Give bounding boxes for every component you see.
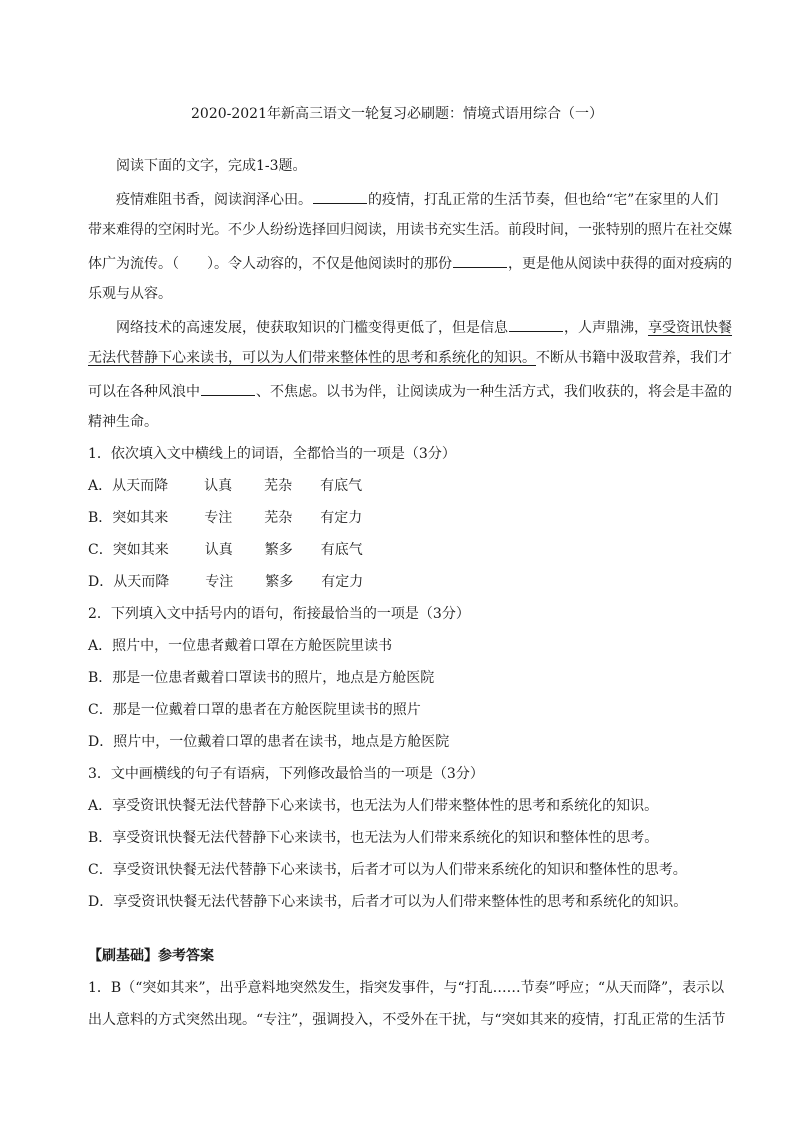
passage-line — [116, 188, 719, 210]
question-1-stem: 1．依次填入文中横线上的词语，全都恰当的一项是（3分） — [88, 446, 456, 462]
question-2-stem: 2．下列填入文中括号内的语句，衔接最恰当的一项是（3分） — [88, 606, 470, 622]
passage-text: 的疫情，打乱正常的生活节奏，但也给“宅”在家里的人们 — [368, 192, 719, 208]
passage-line — [116, 316, 732, 338]
passage-line: 乐观与从容。 — [88, 286, 172, 302]
passage-text: 体广为流传。（ ）。令人动容的，不仅是他阅读时的那份 — [88, 256, 452, 272]
passage-line — [88, 348, 732, 368]
passage-line: 带来难得的空闲时光。不少人纷纷选择回归阅读，用读书充实生活。前段时间，一张特别的照片在社交媒 — [88, 222, 732, 238]
passage-line — [88, 252, 732, 274]
q1-option-c: C．突如其来 认真 繁多 有底气 — [88, 542, 363, 558]
passage-text: 可以在各种风浪中 — [88, 384, 200, 400]
answer-line: 1．B（“突如其来”，出乎意料地突然发生，指突发事件，与“打乱……节奏”呼应；“从天而降”，表示以 — [88, 980, 725, 996]
q1-option-b: B．突如其来 专注 芜杂 有定力 — [88, 510, 363, 526]
passage-text: 疫情难阻书香，阅读润泽心田。 — [116, 192, 312, 208]
passage-text: 、不焦虑。以书为伴，让阅读成为一种生活方式，我们收获的，将会是丰盈的 — [256, 384, 732, 400]
reading-instruction: 阅读下面的文字，完成1-3题。 — [116, 158, 307, 174]
q3-option-c: C．享受资讯快餐无法代替静下心来读书，后者才可以为人们带来系统化的知识和整体性的思考。 — [88, 862, 687, 878]
q3-option-d: D．享受资讯快餐无法代替静下心来读书，后者才可以为人们带来整体性的思考和系统化的知识。 — [88, 894, 688, 910]
question-3-stem: 3．文中画横线的句子有语病，下列修改最恰当的一项是（3分） — [88, 766, 484, 782]
passage-text: 网络技术的高速发展，使获取知识的门槛变得更低了，但是信息 — [116, 320, 508, 336]
passage-text: ，人声鼎沸， — [564, 320, 648, 336]
underlined-sentence: 享受资讯快餐 — [648, 320, 732, 336]
q2-option-d: D．照片中，一位戴着口罩的患者在读书，地点是方舱医院 — [88, 734, 450, 750]
q1-option-a: A．从天而降 认真 芜杂 有底气 — [88, 478, 363, 494]
q2-option-b: B．那是一位患者戴着口罩读书的照片，地点是方舱医院 — [88, 670, 435, 686]
fill-blank-1 — [313, 188, 367, 204]
passage-text: 不断从书籍中汲取营养，我们才 — [536, 350, 732, 366]
passage-line — [88, 380, 732, 402]
underlined-sentence: 无法代替静下心来读书，可以为人们带来整体性的思考和系统化的知识。 — [88, 350, 536, 366]
fill-blank-4 — [201, 380, 255, 396]
passage-line: 精神生命。 — [88, 414, 158, 430]
passage-text: ，更是他从阅读中获得的面对疫病的 — [508, 256, 732, 272]
answer-heading: 【刷基础】参考答案 — [88, 948, 214, 964]
q2-option-a: A．照片中，一位患者戴着口罩在方舱医院里读书 — [88, 638, 393, 654]
answer-line: 出人意料的方式突然出现。“专注”，强调投入，不受外在干扰，与“突如其来的疫情，打乱正常的生活节 — [88, 1012, 726, 1028]
q3-option-b: B．享受资讯快餐无法代替静下心来读书，也无法为人们带来系统化的知识和整体性的思考。 — [88, 830, 659, 846]
q3-option-a: A．享受资讯快餐无法代替静下心来读书，也无法为人们带来整体性的思考和系统化的知识。 — [88, 798, 659, 814]
q1-option-d: D．从天而降 专注 繁多 有定力 — [88, 574, 364, 590]
document-title: 2020-2021年新高三语文一轮复习必刷题：情境式语用综合（一） — [191, 106, 603, 122]
q2-option-c: C．那是一位戴着口罩的患者在方舱医院里读书的照片 — [88, 702, 421, 718]
fill-blank-2 — [453, 252, 507, 268]
fill-blank-3 — [509, 316, 563, 332]
